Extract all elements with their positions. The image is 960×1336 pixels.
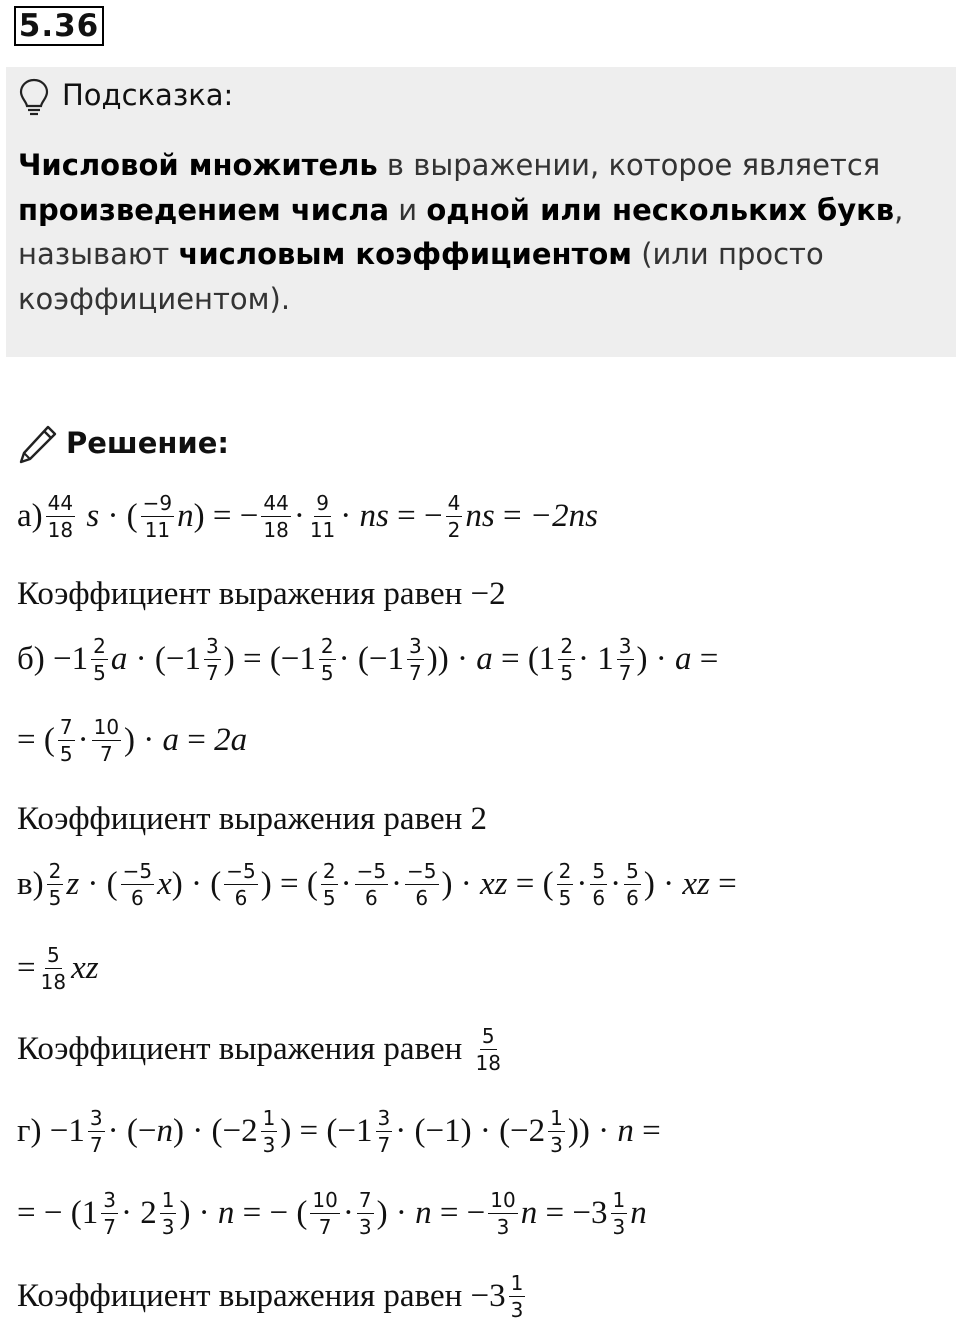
pencil-icon — [18, 424, 58, 466]
solution-v-line2: = $\frac{5}{18}$ xz — [17, 943, 99, 994]
hint-text: Числовой множитель в выражении, которое является произведением числа и одной или нескольких букв, называют числовым коэффициентом (или просто коэффициентом). — [18, 148, 904, 316]
solution-a-line: а) $\frac{44}{18}$ s · ( $\frac{-9}{11}$ n ) = − $\frac{44}{18}$ · $\frac{9}{11}$ · ns = − $\frac{4}{2}$ ns = −2ns — [17, 491, 598, 542]
solution-g-line2: = − (1 $\frac{3}{7}$ · 2 $\frac{1}{3}$ ) · n = − ( $\frac{10}{7}$ · $\frac{7}{3}$ ) · n = − $\frac{10}{3}$ n = −3 $\frac{1}{3}$ n — [17, 1188, 647, 1239]
coef-a: Коэффициент выражения равен −2 — [17, 576, 506, 612]
solution-title: Решение: — [66, 426, 230, 460]
solution-v-line1: в) $\frac{2}{5}$ z · ( $\frac{-5}{6}$ x ) · ( $\frac{-5}{6}$ ) = ( $\frac{2}{5}$ · $\frac{-5}{6}$ · $\frac{-5}{6}$ ) · xz = ( $\frac{2}{5}$ · $\frac{5}{6}$ · $\frac{5}{6}$ ) · xz = — [17, 859, 737, 910]
problem-number: 5.36 — [14, 6, 104, 46]
solution-b-line1: б) −1 $\frac{2}{5}$ a · (−1 $\frac{3}{7}$ ) = (−1 $\frac{2}{5}$ · (−1 $\frac{3}{7}$ )) · a = (1 $\frac{2}{5}$ · 1 $\frac{3}{7}$ ) · a = — [17, 634, 719, 685]
coef-v: Коэффициент выражения равен $\frac{5}{18}$ — [17, 1024, 501, 1075]
lightbulb-icon — [18, 78, 50, 116]
solution-g-line1: г) −1 $\frac{3}{7}$ · (− n ) · (−2 $\frac{1}{3}$ ) = (−1 $\frac{3}{7}$ · (−1) · (−2 $\frac{1}{3}$ )) · n = — [17, 1106, 661, 1157]
solution-b-line2: = ( $\frac{7}{5}$ · $\frac{10}{7}$ ) · a = 2a — [17, 715, 248, 766]
coef-g: Коэффициент выражения равен −3 $\frac{1}{3}$ — [17, 1271, 524, 1322]
coef-b: Коэффициент выражения равен 2 — [17, 801, 488, 837]
hint-title: Подсказка: — [62, 78, 234, 112]
